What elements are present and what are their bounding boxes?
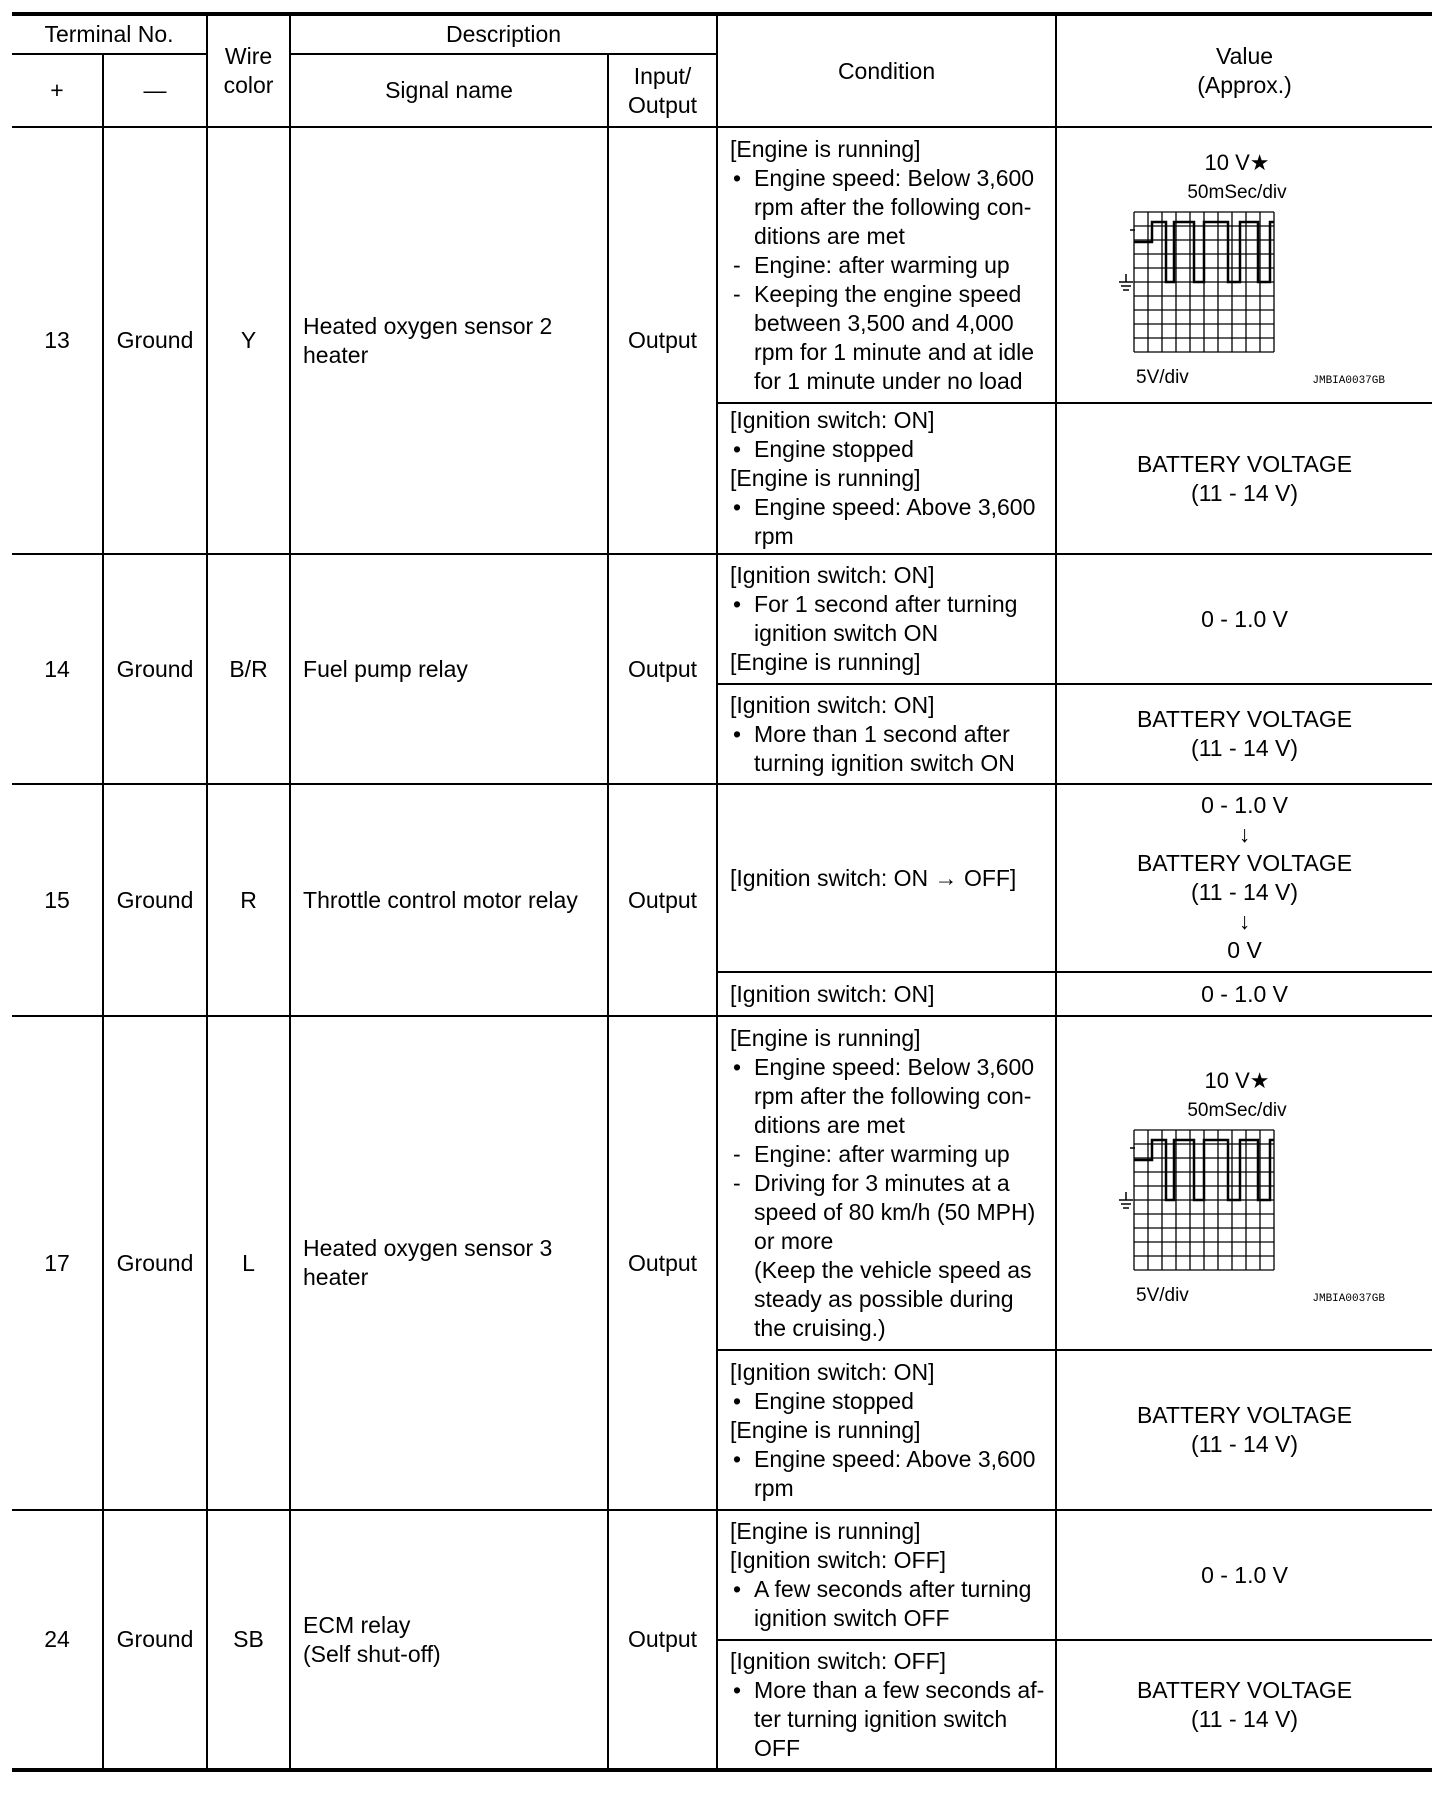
condition-24b: [Ignition switch: OFF] • More than a few seconds af- ter turning ignition switch OFF xyxy=(717,1640,1056,1770)
value-24b: BATTERY VOLTAGE (11 - 14 V) xyxy=(1056,1640,1432,1770)
terminal-minus-13: Ground xyxy=(103,127,207,554)
oscilloscope-waveform xyxy=(1100,1058,1390,1308)
waveform-time-div: 50mSec/div xyxy=(1186,1100,1287,1121)
terminal-plus-24: 24 xyxy=(12,1510,103,1770)
ground-icon xyxy=(1119,1192,1133,1208)
wire-color-14: B/R xyxy=(207,554,290,784)
terminal-plus-14: 14 xyxy=(12,554,103,784)
condition-17a: [Engine is running] • Engine speed: Below 3,600 rpm after the following con- ditions are met - Engine: after warming up - Driving for 3 minutes at a speed of 80 km/h (50 MPH) or more (Keep the vehicle speed as steady as possible during the cruising.) xyxy=(717,1016,1056,1350)
terminal-no-header: Terminal No. xyxy=(12,14,207,54)
figure-code: JMBIA0037GB xyxy=(1311,375,1385,387)
condition-14b: [Ignition switch: ON] • More than 1 second after turning ignition switch ON xyxy=(717,684,1056,784)
header-row-1 xyxy=(12,14,1432,54)
terminal-minus-15: Ground xyxy=(103,784,207,1016)
signal-name-13: Heated oxygen sensor 2 heater xyxy=(290,127,608,554)
input-output-header: Input/ Output xyxy=(608,54,717,127)
wire-color-15: R xyxy=(207,784,290,1016)
signal-name-14: Fuel pump relay xyxy=(290,554,608,784)
waveform-volt-div: 5V/div xyxy=(1135,1285,1189,1306)
wire-color-13: Y xyxy=(207,127,290,554)
terminal-minus-24: Ground xyxy=(103,1510,207,1770)
table-row-15a xyxy=(12,784,1432,972)
signal-name-24: ECM relay (Self shut-off) xyxy=(290,1510,608,1770)
value-15a: 0 - 1.0 V ↓ BATTERY VOLTAGE (11 - 14 V) ↓ 0 V xyxy=(1056,784,1432,972)
figure-code: JMBIA0037GB xyxy=(1311,1293,1385,1305)
signal-name-17: Heated oxygen sensor 3 heater xyxy=(290,1016,608,1510)
table-row-17a xyxy=(12,1016,1432,1350)
condition-15a: [Ignition switch: ON → OFF] xyxy=(717,784,1056,972)
waveform-voltage: 10 V★ xyxy=(1204,1068,1270,1093)
value-14a: 0 - 1.0 V xyxy=(1056,554,1432,684)
terminal-plus-13: 13 xyxy=(12,127,103,554)
wire-color-24: SB xyxy=(207,1510,290,1770)
signal-name-15: Throttle control motor relay xyxy=(290,784,608,1016)
minus-header: — xyxy=(103,54,207,127)
wire-color-header: Wire color xyxy=(207,14,290,127)
condition-13a: [Engine is running] • Engine speed: Below 3,600 rpm after the following con- ditions are met - Engine: after warming up - Keeping the engine speed between 3,500 and 4,000 rpm for 1 minute and at idle for 1 minute under no load xyxy=(717,127,1056,403)
io-13: Output xyxy=(608,127,717,554)
condition-17b: [Ignition switch: ON] • Engine stopped [Engine is running] • Engine speed: Above 3,600 rpm xyxy=(717,1350,1056,1510)
plus-header: + xyxy=(12,54,103,127)
condition-header: Condition xyxy=(717,14,1056,127)
value-header: Value (Approx.) xyxy=(1056,14,1432,127)
io-14: Output xyxy=(608,554,717,784)
condition-24a: [Engine is running] [Ignition switch: OFF] • A few seconds after turning ignition switch OFF xyxy=(717,1510,1056,1640)
table-row-13a xyxy=(12,127,1432,403)
table-row-14a xyxy=(12,554,1432,684)
table-row-24a xyxy=(12,1510,1432,1640)
value-13a xyxy=(1056,127,1432,403)
value-17a xyxy=(1056,1016,1432,1350)
value-14b: BATTERY VOLTAGE (11 - 14 V) xyxy=(1056,684,1432,784)
value-13b: BATTERY VOLTAGE (11 - 14 V) xyxy=(1056,403,1432,554)
value-17b: BATTERY VOLTAGE (11 - 14 V) xyxy=(1056,1350,1432,1510)
signal-name-header: Signal name xyxy=(290,54,608,127)
down-arrow-icon: ↓ xyxy=(1238,821,1251,847)
io-24: Output xyxy=(608,1510,717,1770)
down-arrow-icon: ↓ xyxy=(1238,908,1251,934)
ground-icon xyxy=(1119,274,1133,290)
value-15b: 0 - 1.0 V xyxy=(1056,972,1432,1016)
waveform-trace xyxy=(1134,222,1274,282)
io-17: Output xyxy=(608,1016,717,1510)
terminal-plus-15: 15 xyxy=(12,784,103,1016)
condition-15b: [Ignition switch: ON] xyxy=(717,972,1056,1016)
value-24a: 0 - 1.0 V xyxy=(1056,1510,1432,1640)
waveform-voltage: 10 V★ xyxy=(1204,150,1270,175)
terminal-plus-17: 17 xyxy=(12,1016,103,1510)
terminal-minus-14: Ground xyxy=(103,554,207,784)
waveform-time-div: 50mSec/div xyxy=(1186,182,1287,203)
waveform-volt-div: 5V/div xyxy=(1135,367,1189,388)
ecm-terminal-table-page xyxy=(12,12,1432,1788)
oscilloscope-waveform xyxy=(1100,140,1390,390)
description-header: Description xyxy=(290,14,717,54)
terminal-minus-17: Ground xyxy=(103,1016,207,1510)
waveform-trace xyxy=(1134,1140,1274,1200)
condition-13b: [Ignition switch: ON] • Engine stopped [Engine is running] • Engine speed: Above 3,600 rpm xyxy=(717,403,1056,554)
ecm-terminal-table xyxy=(12,12,1432,1772)
wire-color-17: L xyxy=(207,1016,290,1510)
condition-14a: [Ignition switch: ON] • For 1 second after turning ignition switch ON [Engine is running] xyxy=(717,554,1056,684)
io-15: Output xyxy=(608,784,717,1016)
